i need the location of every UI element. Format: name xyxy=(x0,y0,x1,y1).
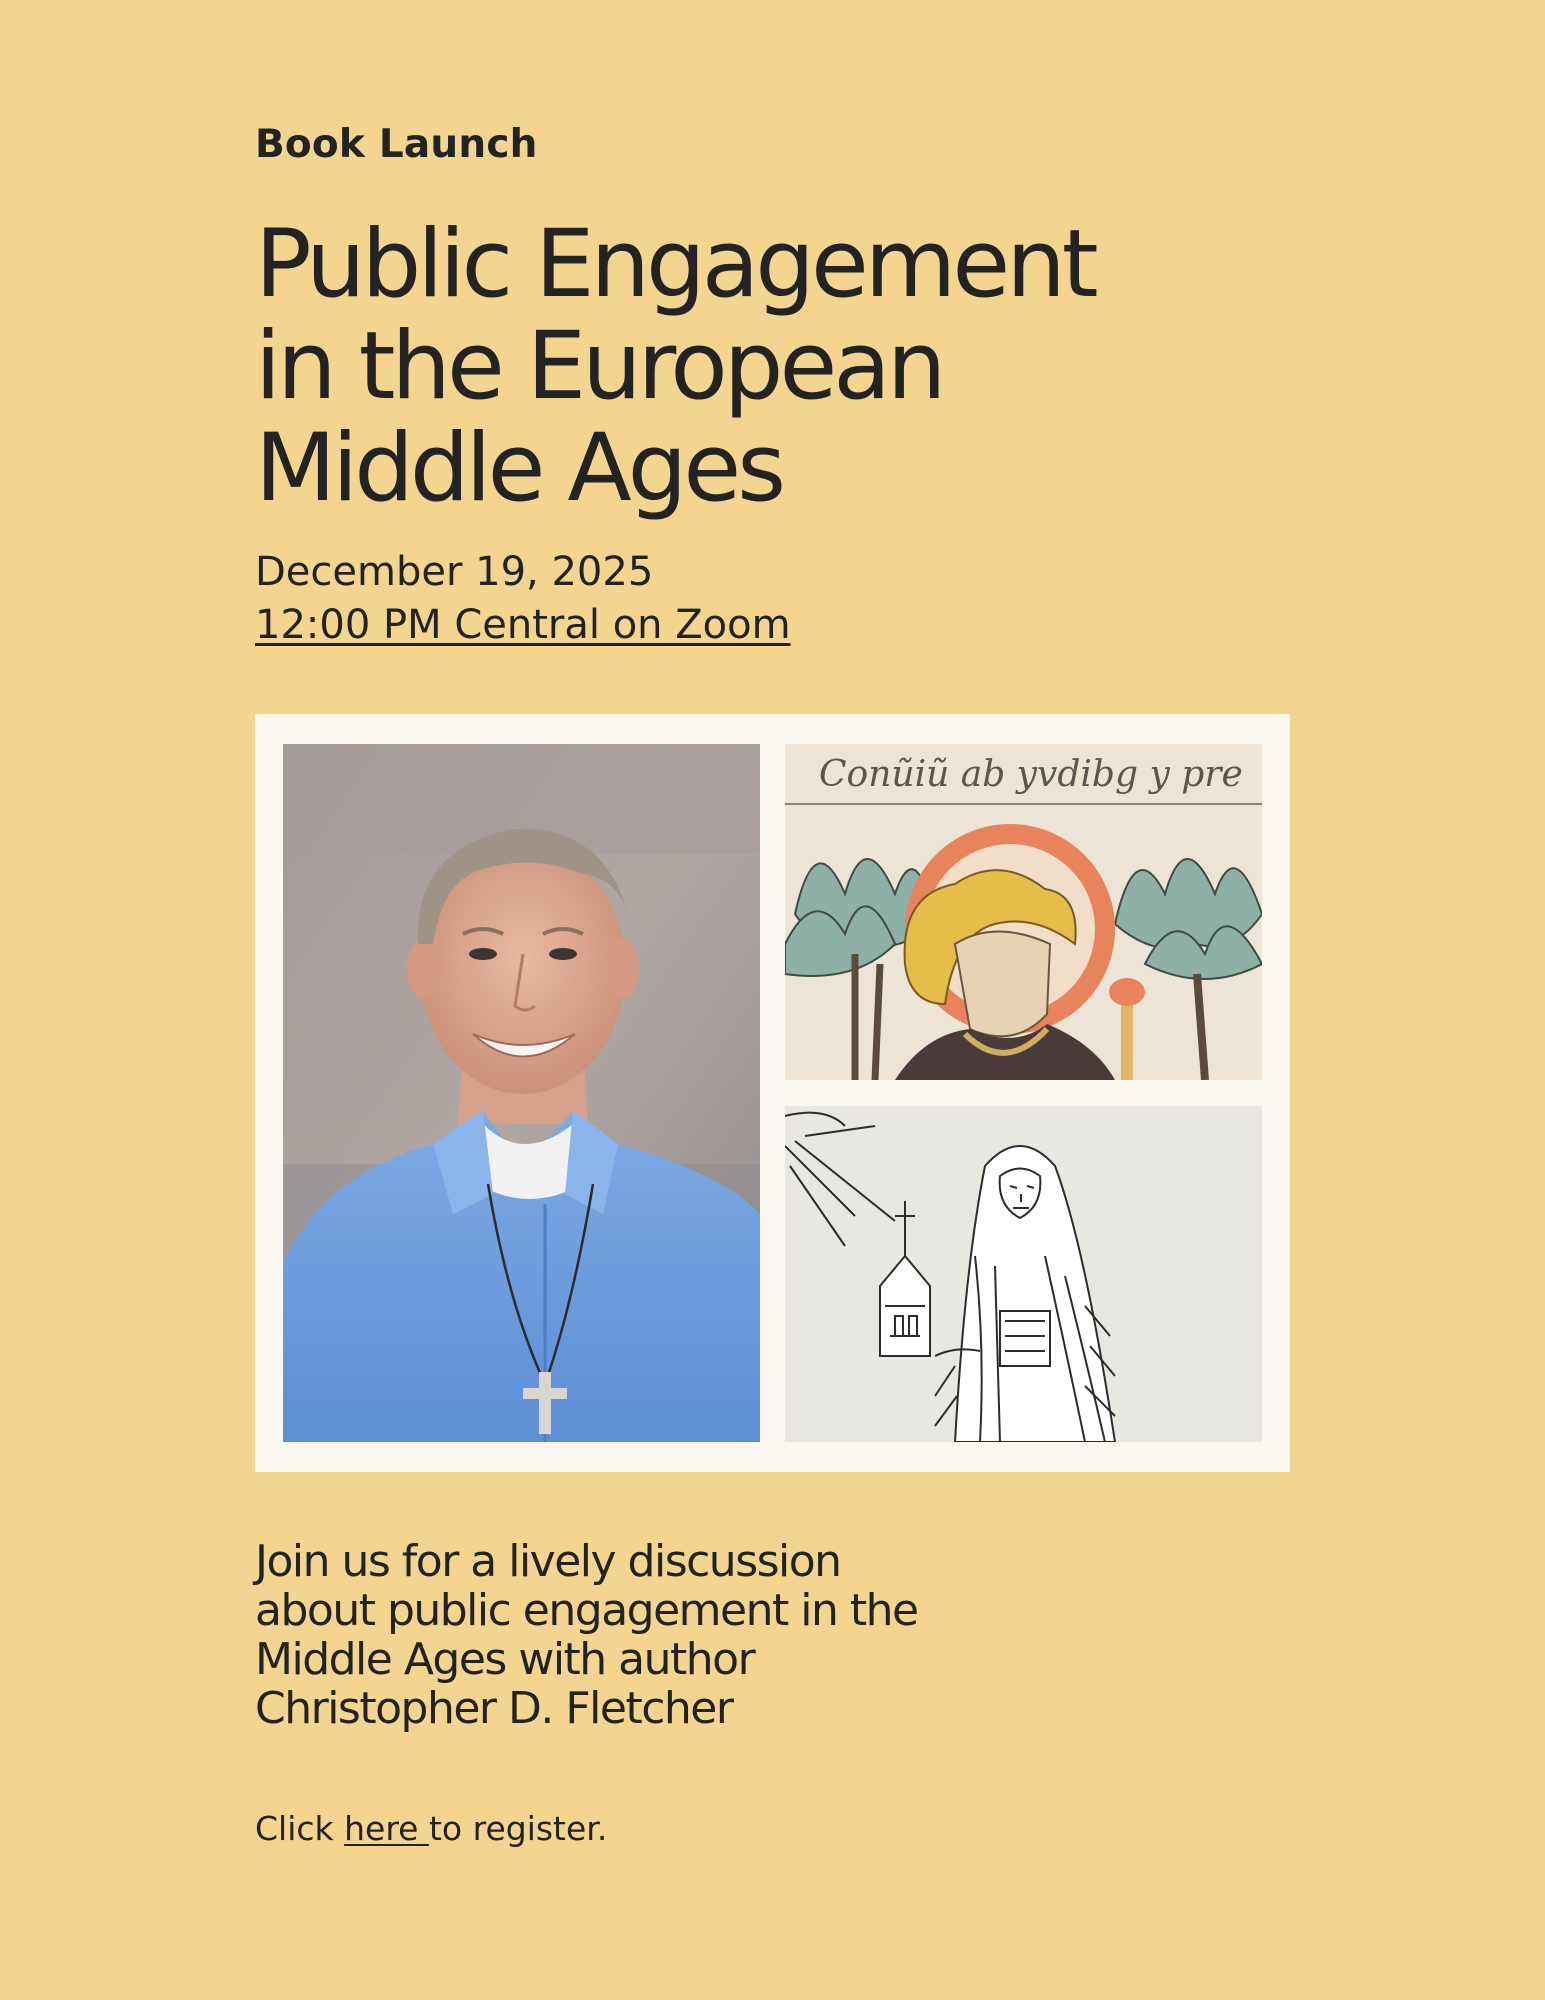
register-text xyxy=(255,1809,607,1848)
manuscript-image xyxy=(785,744,1262,1080)
register-suffix: to register. xyxy=(428,1809,608,1848)
event-title xyxy=(255,210,1095,523)
manuscript-caption: Conũiũ ab yvdibg y pre xyxy=(819,754,1243,795)
event-date: December 19, 2025 xyxy=(255,549,654,595)
event-description xyxy=(255,1537,1015,1733)
image-gallery xyxy=(255,714,1290,1472)
title-line: Middle Ages xyxy=(255,414,783,523)
description-line: Middle Ages with author xyxy=(255,1634,755,1685)
description-line: about public engagement in the xyxy=(255,1585,918,1636)
author-photo xyxy=(283,744,760,1442)
title-line: in the European xyxy=(255,312,943,421)
description-line: Join us for a lively discussion xyxy=(255,1536,841,1587)
title-line: Public Engagement xyxy=(255,210,1095,319)
event-kicker: Book Launch xyxy=(255,122,538,167)
description-line: Christopher D. Fletcher xyxy=(255,1683,733,1734)
register-prefix: Click xyxy=(255,1809,345,1848)
zoom-time-link[interactable]: 12:00 PM Central on Zoom xyxy=(255,602,791,648)
register-link[interactable]: here xyxy=(344,1809,429,1848)
woodcut-image xyxy=(785,1106,1262,1442)
